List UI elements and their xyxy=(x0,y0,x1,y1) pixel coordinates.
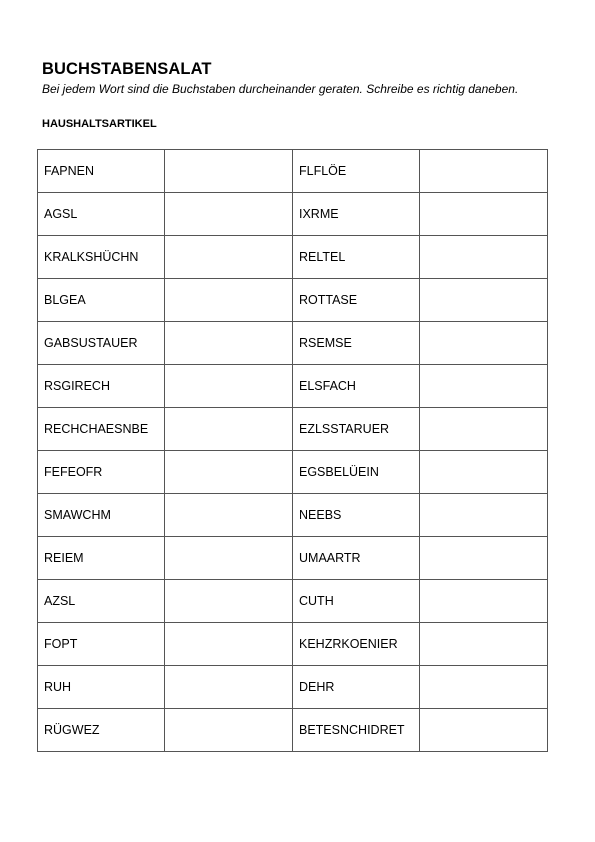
answer-cell-right[interactable] xyxy=(420,666,548,709)
scrambled-word-left: BLGEA xyxy=(38,279,165,322)
scrambled-word-left: FEFEOFR xyxy=(38,451,165,494)
scrambled-word-right: FLFLÖE xyxy=(293,150,420,193)
answer-cell-left[interactable] xyxy=(165,580,293,623)
scrambled-word-right: UMAARTR xyxy=(293,537,420,580)
section-heading: HAUSHALTSARTIKEL xyxy=(42,118,157,130)
answer-cell-left[interactable] xyxy=(165,623,293,666)
scrambled-word-left: RECHCHAESNBE xyxy=(38,408,165,451)
table-row xyxy=(38,580,548,623)
scrambled-word-right: BETESNCHIDRET xyxy=(293,709,420,752)
scrambled-word-right: RSEMSE xyxy=(293,322,420,365)
scrambled-word-left: AGSL xyxy=(38,193,165,236)
answer-cell-left[interactable] xyxy=(165,451,293,494)
scrambled-word-right: EGSBELÜEIN xyxy=(293,451,420,494)
answer-cell-right[interactable] xyxy=(420,150,548,193)
scrambled-word-right: ROTTASE xyxy=(293,279,420,322)
answer-cell-left[interactable] xyxy=(165,279,293,322)
table-row xyxy=(38,494,548,537)
table-row xyxy=(38,365,548,408)
table-row xyxy=(38,150,548,193)
answer-cell-left[interactable] xyxy=(165,322,293,365)
answer-cell-right[interactable] xyxy=(420,279,548,322)
answer-cell-right[interactable] xyxy=(420,494,548,537)
table-row xyxy=(38,451,548,494)
answer-cell-right[interactable] xyxy=(420,623,548,666)
answer-cell-left[interactable] xyxy=(165,150,293,193)
answer-cell-right[interactable] xyxy=(420,709,548,752)
table-row xyxy=(38,193,548,236)
answer-cell-left[interactable] xyxy=(165,408,293,451)
scrambled-word-right: EZLSSTARUER xyxy=(293,408,420,451)
table-row xyxy=(38,322,548,365)
answer-cell-right[interactable] xyxy=(420,236,548,279)
scrambled-word-right: ELSFACH xyxy=(293,365,420,408)
answer-cell-left[interactable] xyxy=(165,193,293,236)
table-row xyxy=(38,537,548,580)
word-table xyxy=(37,149,548,752)
table-row xyxy=(38,623,548,666)
answer-cell-right[interactable] xyxy=(420,580,548,623)
table-row xyxy=(38,709,548,752)
answer-cell-right[interactable] xyxy=(420,322,548,365)
scrambled-word-left: FOPT xyxy=(38,623,165,666)
instructions-text: Bei jedem Wort sind die Buchstaben durcheinander geraten. Schreibe es richtig daneben. xyxy=(42,82,519,96)
scrambled-word-right: IXRME xyxy=(293,193,420,236)
scrambled-word-right: KEHZRKOENIER xyxy=(293,623,420,666)
answer-cell-right[interactable] xyxy=(420,365,548,408)
answer-cell-left[interactable] xyxy=(165,236,293,279)
answer-cell-left[interactable] xyxy=(165,537,293,580)
page-title: BUCHSTABENSALAT xyxy=(42,60,212,78)
answer-cell-right[interactable] xyxy=(420,408,548,451)
scrambled-word-right: DEHR xyxy=(293,666,420,709)
table-row xyxy=(38,408,548,451)
table-row xyxy=(38,279,548,322)
answer-cell-right[interactable] xyxy=(420,537,548,580)
scrambled-word-left: RÜGWEZ xyxy=(38,709,165,752)
scrambled-word-left: RSGIRECH xyxy=(38,365,165,408)
scrambled-word-left: SMAWCHM xyxy=(38,494,165,537)
scrambled-word-left: KRALKSHÜCHN xyxy=(38,236,165,279)
scrambled-word-left: AZSL xyxy=(38,580,165,623)
scrambled-word-left: FAPNEN xyxy=(38,150,165,193)
table-row xyxy=(38,666,548,709)
scrambled-word-right: CUTH xyxy=(293,580,420,623)
scrambled-word-right: RELTEL xyxy=(293,236,420,279)
answer-cell-left[interactable] xyxy=(165,666,293,709)
scrambled-word-left: REIEM xyxy=(38,537,165,580)
word-table-body xyxy=(38,150,548,752)
scrambled-word-right: NEEBS xyxy=(293,494,420,537)
scrambled-word-left: RUH xyxy=(38,666,165,709)
answer-cell-left[interactable] xyxy=(165,709,293,752)
answer-cell-right[interactable] xyxy=(420,451,548,494)
table-row xyxy=(38,236,548,279)
answer-cell-right[interactable] xyxy=(420,193,548,236)
answer-cell-left[interactable] xyxy=(165,494,293,537)
scrambled-word-left: GABSUSTAUER xyxy=(38,322,165,365)
answer-cell-left[interactable] xyxy=(165,365,293,408)
